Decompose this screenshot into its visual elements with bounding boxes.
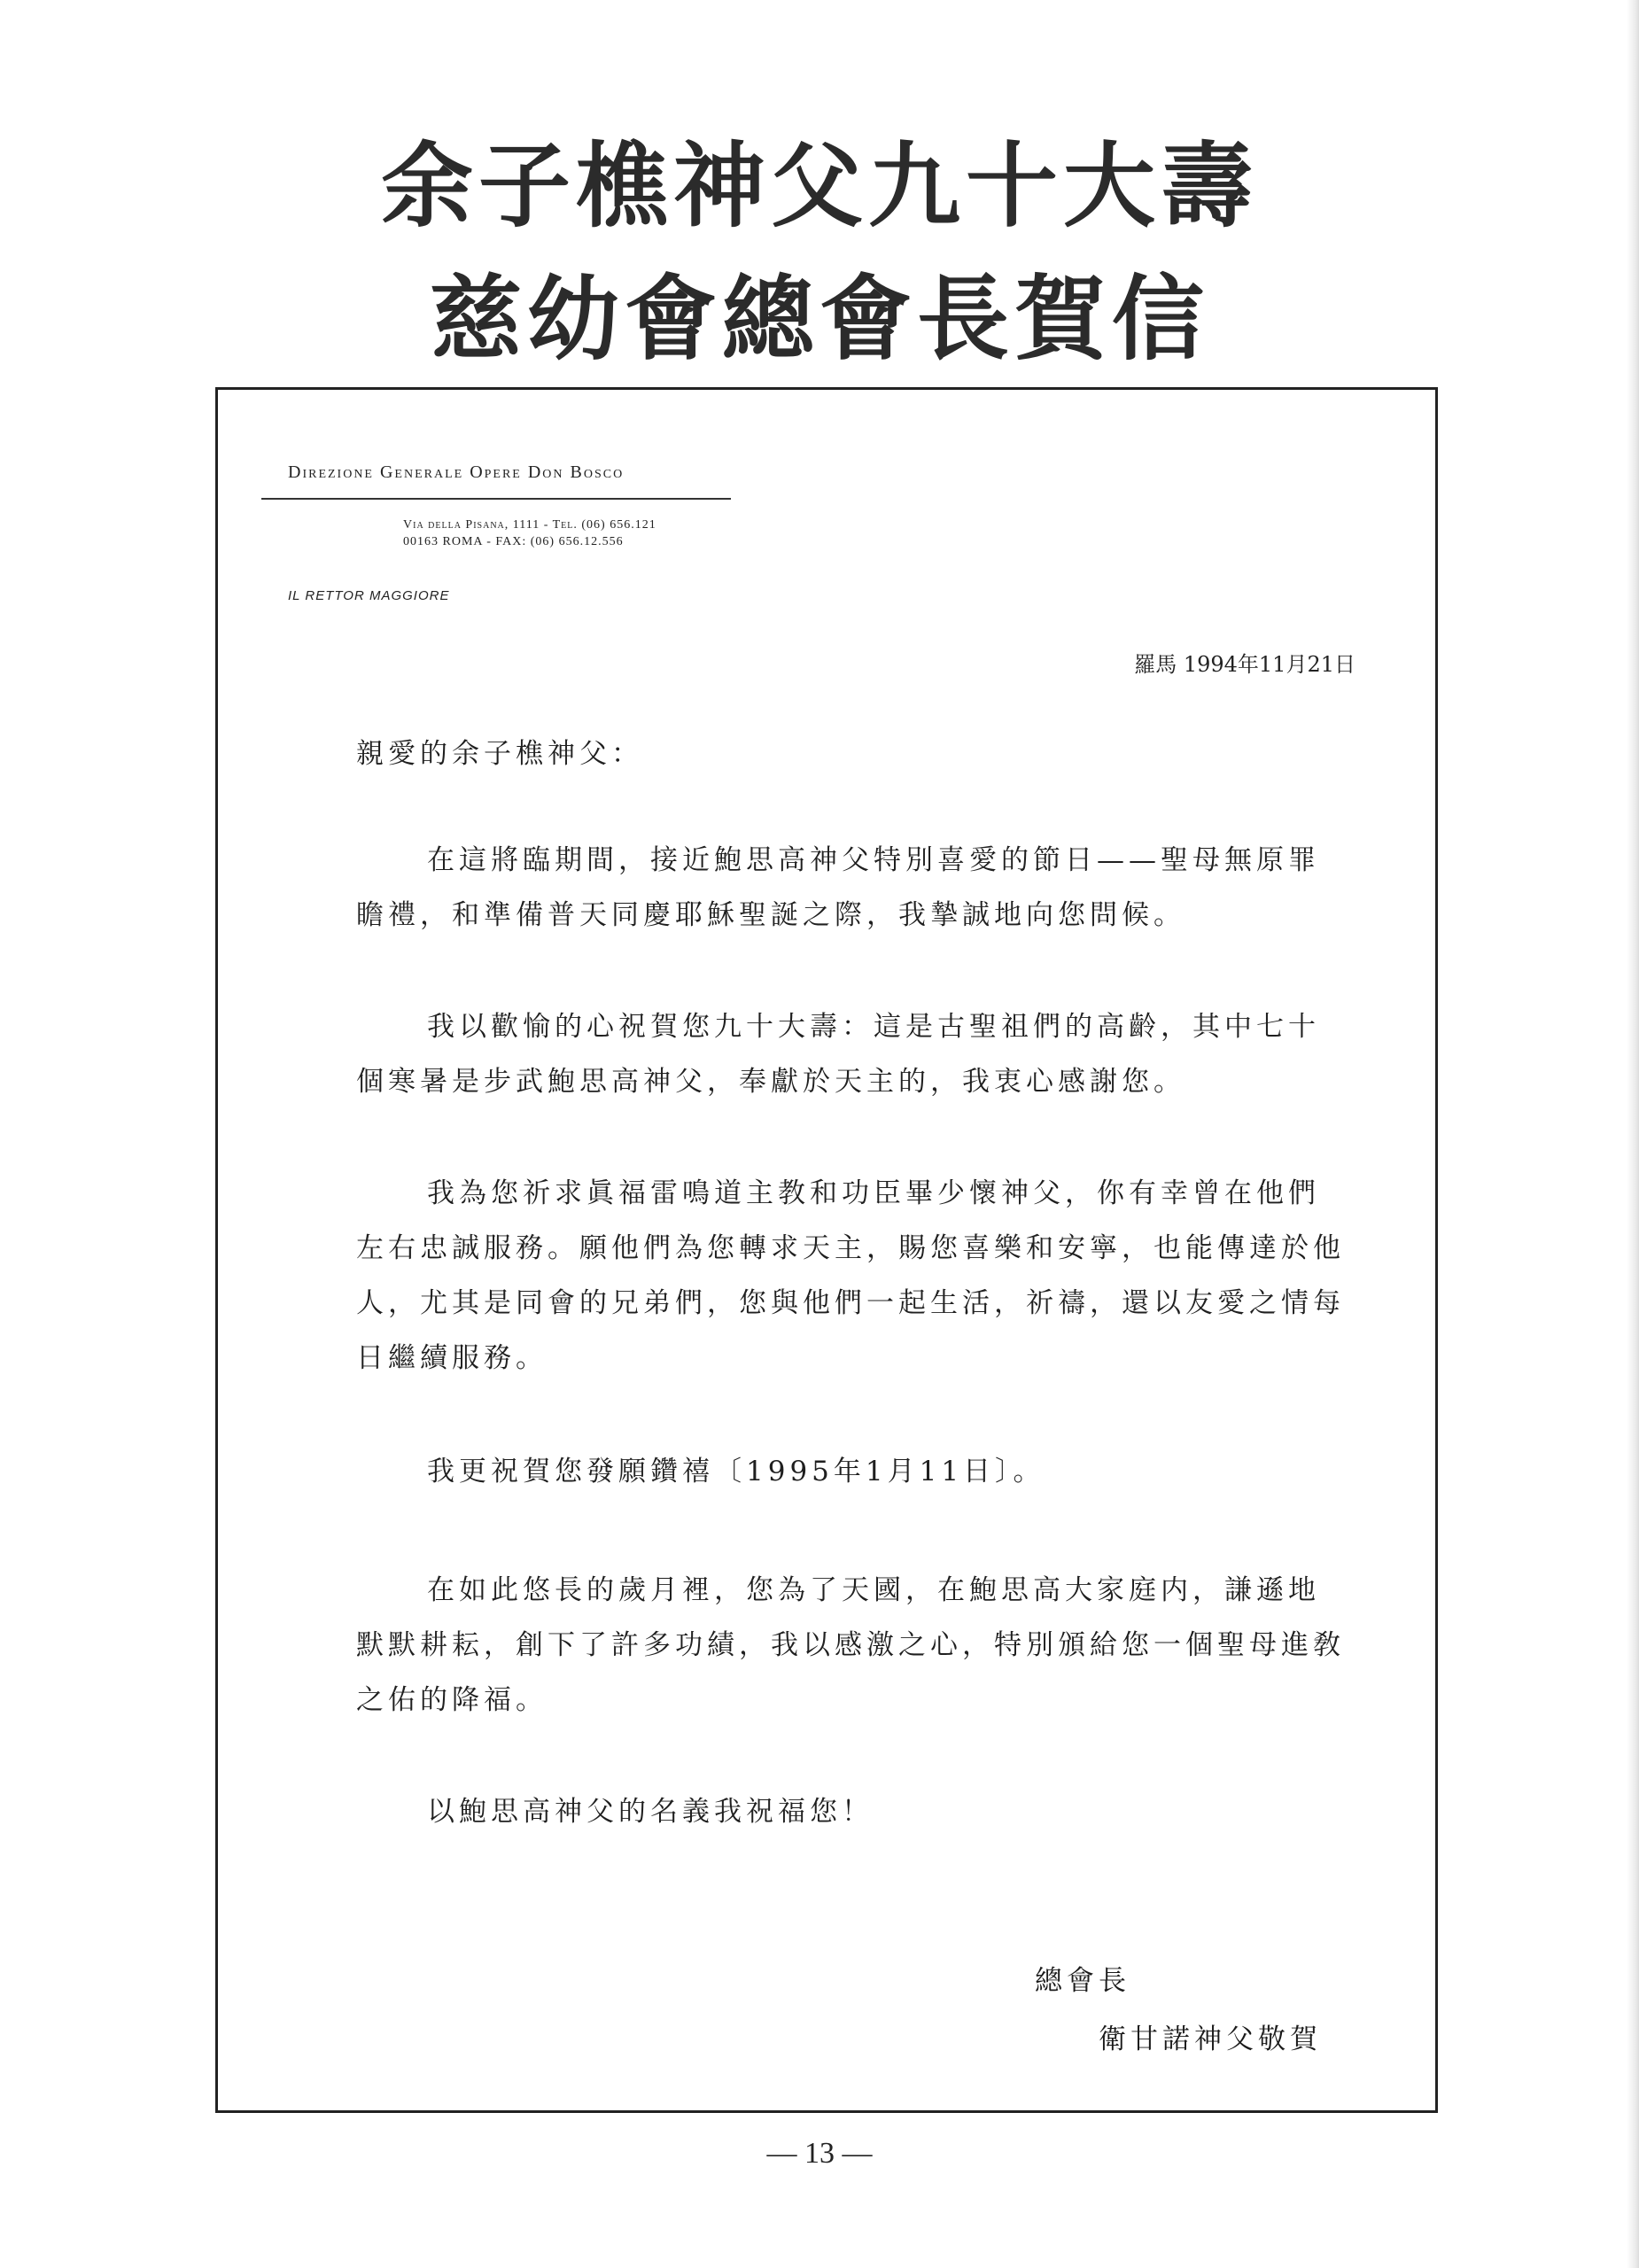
letterhead-address-line-1: Via della Pisana, 1111 - Tel. (06) 656.121 bbox=[403, 518, 656, 532]
letter-paragraph-1: 在這將臨期間，接近鮑思高神父特別喜愛的節日——聖母無原罪瞻禮，和準備普天同慶耶穌聖誕之際，我摯誠地向您問候。 bbox=[356, 844, 1320, 931]
page-number: — 13 — bbox=[766, 2137, 873, 2170]
letterhead-office: IL RETTOR MAGGIORE bbox=[288, 588, 450, 603]
page-title-line-1: 余子樵神父九十大壽 bbox=[380, 132, 1258, 240]
letterhead-address-line-2: 00163 ROMA - FAX: (06) 656.12.556 bbox=[403, 535, 624, 548]
letterhead-divider bbox=[261, 498, 731, 500]
letter-paragraph-4: 我更祝賀您發願鑽禧〔1995年1月11日〕。 bbox=[427, 1456, 1045, 1487]
letter-paragraph-3: 我為您祈求眞福雷鳴道主教和功臣畢少懷神父，你有幸曾在他們左右忠誠服務。願他們為您轉求天主，賜您喜樂和安寧，也能傳達於他人，尤其是同會的兄弟們，您與他們一起生活，祈禱，還以友愛之情每日繼續服務。 bbox=[356, 1177, 1345, 1374]
letter-paragraph-5: 在如此悠長的歲月裡，您為了天國，在鮑思高大家庭内，謙遜地默默耕耘，創下了許多功績，我以感激之心，特別頒給您一個聖母進敎之佑的降福。 bbox=[356, 1574, 1345, 1716]
signature-title: 總會長 bbox=[1035, 1965, 1130, 1997]
signature-name: 衛甘諾神父敬賀 bbox=[1099, 2023, 1322, 2055]
page-title-line-2: 慈幼會總會長賀信 bbox=[429, 265, 1209, 373]
letter-paragraph-2: 我以歡愉的心祝賀您九十大壽：這是古聖祖們的高齡，其中七十個寒暑是步武鮑思高神父，奉獻於天主的，我衷心感謝您。 bbox=[356, 1011, 1320, 1098]
letter-paragraph-6: 以鮑思高神父的名義我祝福您！ bbox=[427, 1796, 874, 1828]
letter-date: 羅馬 1994年11月21日 bbox=[1134, 652, 1355, 677]
letterhead-organization: Direzione Generale Opere Don Bosco bbox=[288, 462, 625, 482]
letter-salutation: 親愛的余子樵神父： bbox=[356, 738, 643, 770]
